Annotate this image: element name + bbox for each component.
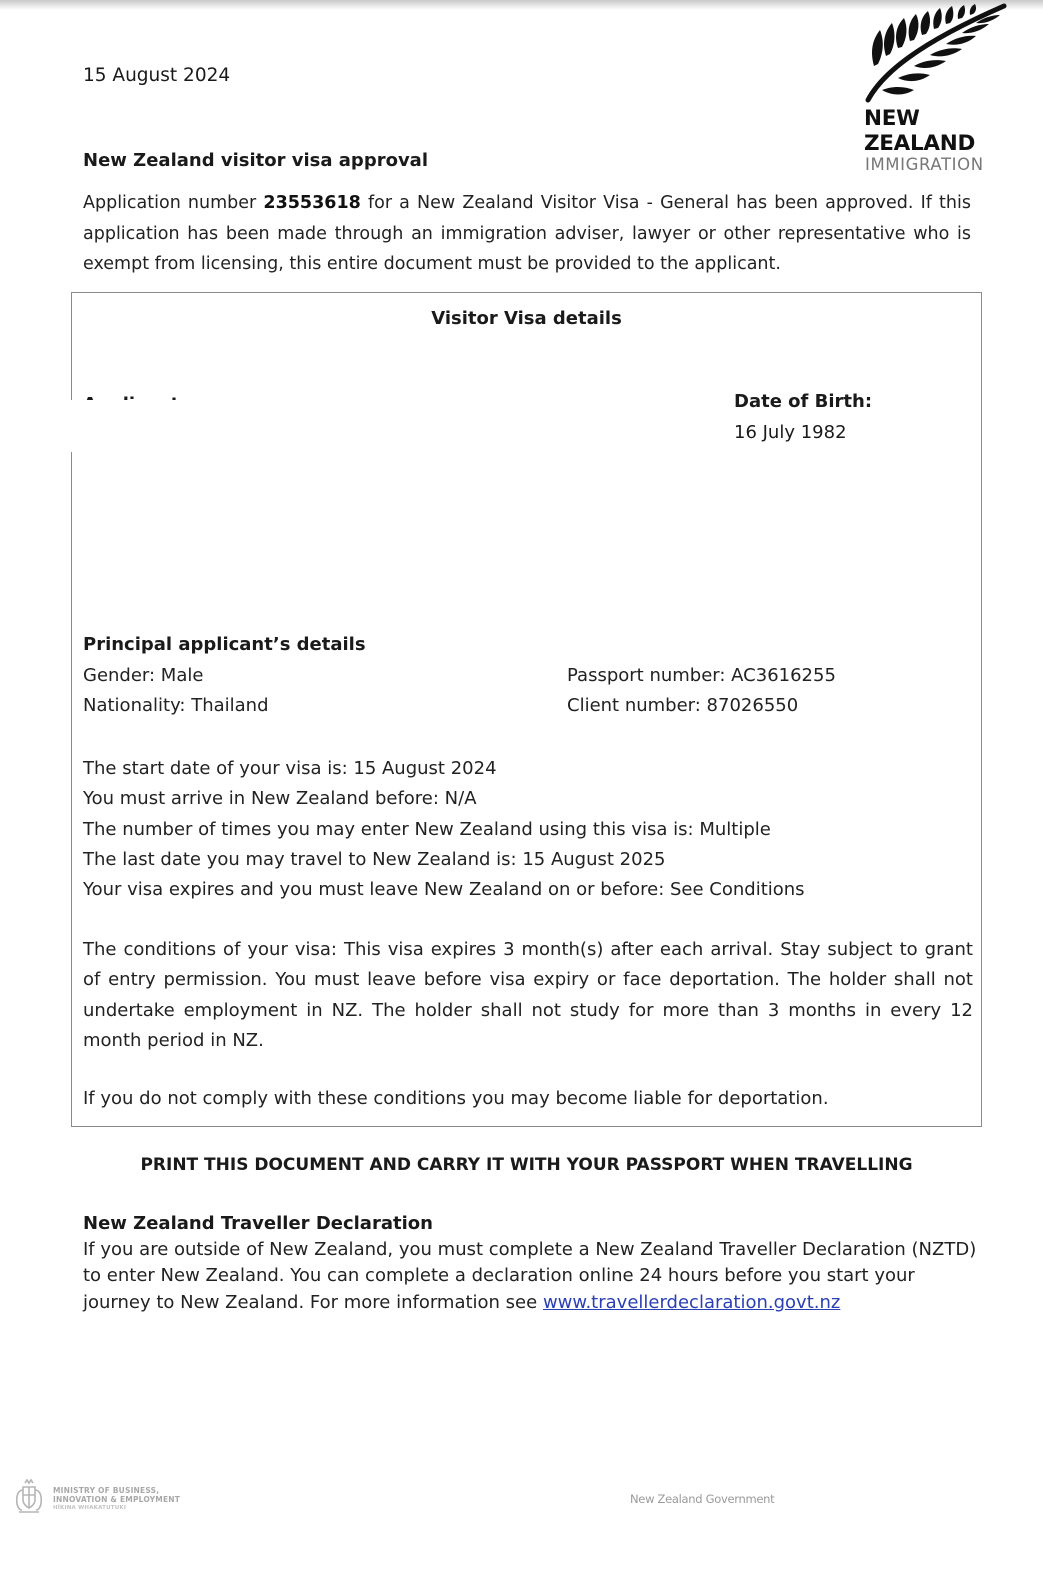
passport-field: Passport number: AC3616255	[567, 665, 836, 686]
nztd-title: New Zealand Traveller Declaration	[83, 1213, 433, 1234]
redaction-patch	[66, 400, 646, 452]
nztd-paragraph	[83, 1237, 983, 1316]
visa-terms-list	[83, 754, 805, 905]
logo-brand-line2: IMMIGRATION	[865, 155, 984, 174]
nztd-link[interactable]: www.travellerdeclaration.govt.nz	[542, 1291, 841, 1313]
visa-expiry: Your visa expires and you must leave New Zealand on or before: See Conditions	[83, 879, 805, 901]
mbie-footer-logo	[10, 1478, 240, 1518]
nztd-text: If you are outside of New Zealand, you must complete a New Zealand Traveller Declaration (NZTD) to enter New Zealand. You can complete a declaration online 24 hours before you start your journey to New Zealand. For more information see	[83, 1239, 977, 1313]
dob-value: 16 July 1982	[734, 422, 847, 443]
visa-start-date: The start date of your visa is: 15 August 2024	[83, 758, 497, 779]
comply-warning: If you do not comply with these conditions you may become liable for deportation.	[83, 1088, 829, 1109]
logo-brand-line1: NEW ZEALAND	[864, 106, 975, 156]
letter-heading: New Zealand visitor visa approval	[83, 150, 428, 171]
ministry-name	[53, 1486, 180, 1513]
client-number-field: Client number: 87026550	[567, 695, 799, 716]
nz-immigration-logo	[862, 4, 1032, 174]
ministry-line3: HĪKINA WHAKATUTUKI	[53, 1505, 127, 1511]
nz-government-mark: New Zealand Government	[630, 1492, 775, 1506]
nationality-field: Nationality: Thailand	[83, 695, 269, 716]
coat-of-arms-icon	[10, 1478, 48, 1516]
silver-fern-icon	[862, 4, 1012, 104]
principal-applicant-title: Principal applicant’s details	[83, 634, 366, 655]
application-number: 23553618	[263, 193, 361, 213]
ministry-line2: INNOVATION & EMPLOYMENT	[53, 1495, 181, 1504]
visa-details-title: Visitor Visa details	[431, 308, 622, 329]
entries-allowed: The number of times you may enter New Zealand using this visa is: Multiple	[83, 818, 771, 840]
gender-field: Gender: Male	[83, 665, 204, 686]
letter-date: 15 August 2024	[83, 65, 231, 86]
intro-suffix: for a New Zealand Visitor Visa - General has been approved. If this application has been made through an immigration adviser, lawyer or other representative who is exempt from licensing, this entire document must be provided to the applicant.	[83, 193, 971, 274]
dob-label: Date of Birth:	[734, 391, 873, 412]
last-travel-date: The last date you may travel to New Zealand is: 15 August 2025	[83, 848, 666, 870]
arrive-before: You must arrive in New Zealand before: N/A	[83, 788, 477, 810]
applicant-label	[83, 392, 178, 400]
intro-paragraph	[83, 188, 971, 280]
ministry-line1: MINISTRY OF BUSINESS,	[53, 1486, 160, 1495]
visa-conditions: The conditions of your visa: This visa expires 3 month(s) after each arrival. Stay subject to grant of entry permission. You must leave before visa expiry or face deportation. The holder shall not undertake employment in NZ. The holder shall not study for more than 3 months in every 12 month period in NZ.	[83, 939, 973, 1051]
print-notice: PRINT THIS DOCUMENT AND CARRY IT WITH YOUR PASSPORT WHEN TRAVELLING	[140, 1155, 913, 1175]
intro-prefix: Application number	[83, 193, 264, 213]
